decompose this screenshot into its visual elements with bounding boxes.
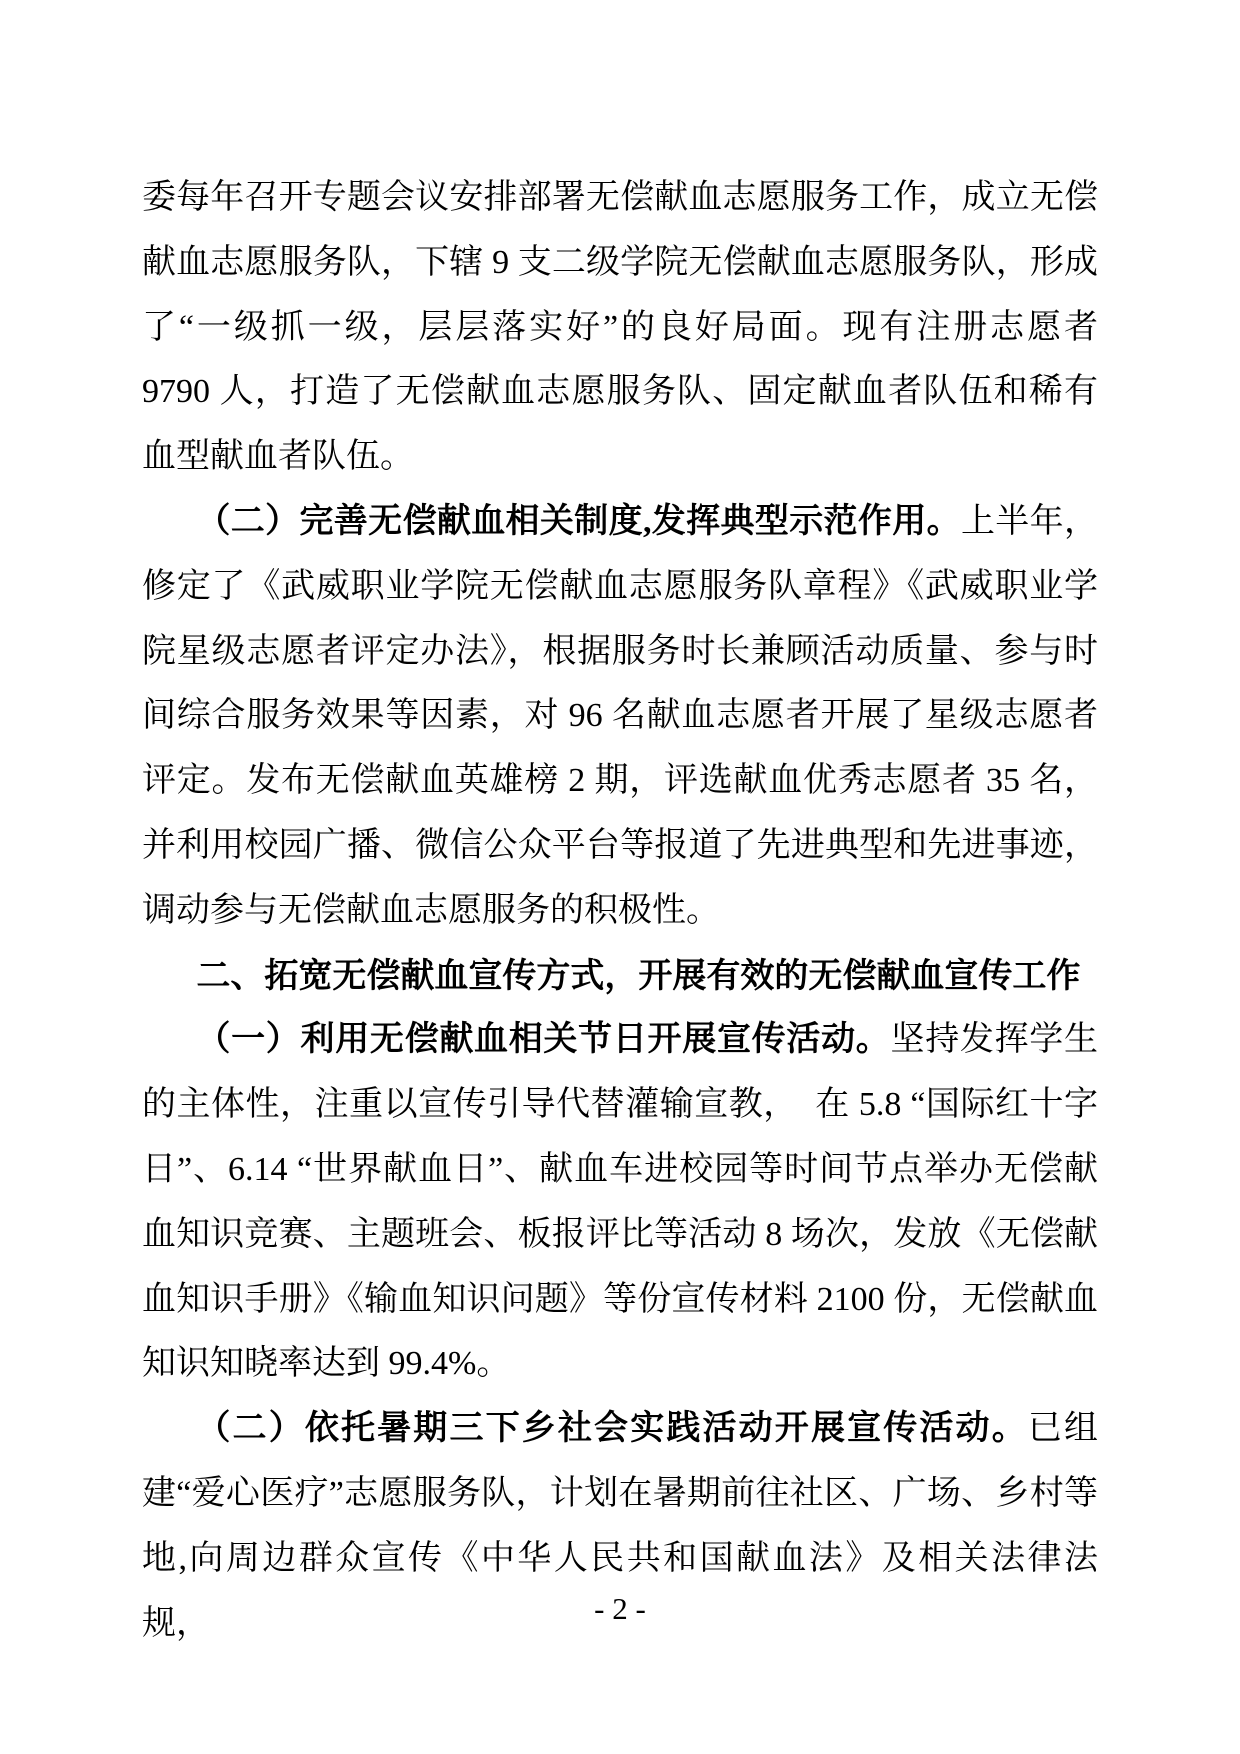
paragraph-section-2-item-1 [142,1008,1098,1397]
paragraph-section-1-item-2 [142,490,1098,944]
paragraph-lead-bold: （二）依托暑期三下乡社会实践活动开展宣传活动。 [196,1410,1028,1448]
paragraph-body-text: 坚持发挥学生的主体性，注重以宣传引导代替灌输宣教， 在 5.8 “国际红十字日”、6.14 “世界献血日”、献血车进校园等时间节点举办无偿献血知识竞赛、主题班会、板报评比等活动 8 场次，发放《无偿献血知识手册》《输血知识问题》等份宣传材料 2100 份，无偿献血知识知晓率达到 99.4%。 [142,1021,1099,1383]
paragraph-lead-bold: （二）完善无偿献血相关制度,发挥典型示范作用。 [196,502,961,540]
section-heading-2: 二、拓宽无偿献血宣传方式，开展有效的无偿献血宣传工作 [196,956,1081,995]
page-number: - 2 - [594,1591,646,1626]
paragraph-body-text: 上半年，修定了《武威职业学院无偿献血志愿服务队章程》《武威职业学院星级志愿者评定办法》，根据服务时长兼顾活动质量、参与时间综合服务效果等因素，对 96 名献血志愿者开展了星级志愿者评定。发布无偿献血英雄榜 2 期，评选献血优秀志愿者 35 名，并利用校园广播、微信公众平台等报道了先进典型和先进事迹，调动参与无偿献血志愿服务的积极性。 [142,502,1099,929]
paragraph-body-text: 已组建“爱心医疗”志愿服务队，计划在暑期前往社区、广场、乡村等地,向周边群众宣传《中华人民共和国献血法》及相关法律法规， [142,1410,1099,1642]
document-body [142,166,1098,1656]
paragraph-lead-bold: （一）利用无偿献血相关节日开展宣传活动。 [196,1021,891,1059]
paragraph-continuation: 委每年召开专题会议安排部署无偿献血志愿服务工作，成立无偿献血志愿服务队，下辖 9 支二级学院无偿献血志愿服务队，形成了“一级抓一级，层层落实好”的良好局面。现有注册志愿者 9790 人，打造了无偿献血志愿服务队、固定献血者队伍和稀有血型献血者队伍。 [142,179,1098,476]
